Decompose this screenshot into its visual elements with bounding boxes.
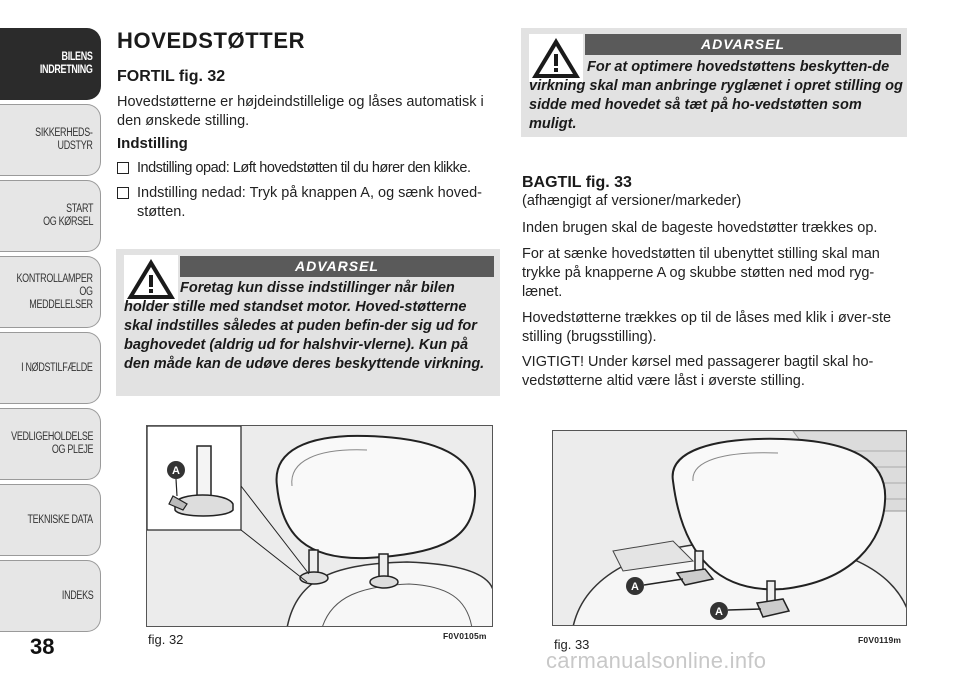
rear-paragraph-1: Inden brugen skal de bageste hovedstøtter trækkes op. bbox=[522, 220, 878, 236]
tab-vedligeholdelse[interactable] bbox=[0, 408, 101, 480]
tab-kontrollamper[interactable] bbox=[0, 256, 101, 328]
watermark: carmanualsonline.info bbox=[546, 648, 767, 673]
tab-label: VEDLIGEHOLDELSE OG PLEJE bbox=[10, 431, 93, 456]
warning-label: ADVARSEL bbox=[180, 256, 494, 277]
tab-label: SIKKERHEDS- UDSTYR bbox=[35, 127, 93, 152]
rear-paragraph-3: Hovedstøtterne trækkes op til de låses med klik i øver-ste stilling (brugsstilling). bbox=[522, 310, 892, 345]
figure-33 bbox=[552, 430, 907, 626]
warning-text: For at optimere hovedstøttens beskytten-de virkning skal man anbringe ryglænet i opret stilling og sidde med hovedet så tæt på ho-vedstøtten som muligt. bbox=[529, 59, 903, 132]
bullet-text: Indstilling opad: Løft hovedstøtten til du hører den klikke. bbox=[137, 160, 471, 176]
tab-tekniske-data[interactable] bbox=[0, 484, 101, 556]
figure-32 bbox=[146, 425, 493, 627]
marker-a-label: A bbox=[631, 581, 639, 593]
headrest-front-illustration bbox=[147, 426, 493, 627]
checkbox-bullet-icon bbox=[117, 162, 129, 174]
figure-32-code: F0V0105m bbox=[443, 631, 487, 641]
tab-label: KONTROLLAMPER OG MEDDELELSER bbox=[16, 272, 93, 311]
figure-33-code: F0V0119m bbox=[858, 635, 902, 645]
tab-start-og-korsel[interactable] bbox=[0, 180, 101, 252]
bullet-item-up bbox=[117, 159, 501, 178]
rear-title: BAGTIL fig. 33 bbox=[522, 174, 632, 191]
tab-label: I NØDSTILFÆLDE bbox=[21, 361, 93, 374]
headrest-rear-illustration bbox=[553, 431, 907, 626]
tab-sikkerhedsudstyr[interactable] bbox=[0, 104, 101, 176]
page-number: 38 bbox=[30, 634, 55, 659]
figure-33-caption: fig. 33 bbox=[554, 637, 590, 652]
tab-label: BILENS INDRETNING bbox=[40, 51, 93, 76]
warning-text: Foretag kun disse indstillinger når bilen holder stille med standset motor. Hoved-støtterne skal indstilles således at puden befin-der sig ud for baghovedet (aldrig ud for halshvir-vlerne). Kun på den måde kan de udøve deres beskyttende virkning. bbox=[124, 280, 485, 372]
bullet-item-down bbox=[117, 184, 501, 222]
warning-label: ADVARSEL bbox=[585, 34, 901, 55]
tab-label: INDEKS bbox=[61, 589, 93, 602]
rear-paragraph-2: For at sænke hovedstøtten til ubenyttet stilling skal man trykke på knapperne A og skubbe støtten ned mod ryg-lænet. bbox=[522, 246, 880, 300]
marker-a-label: A bbox=[715, 606, 723, 618]
adjust-title: Indstilling bbox=[117, 135, 188, 152]
tab-nodstilfaelde[interactable] bbox=[0, 332, 101, 404]
warning-box-right bbox=[521, 28, 907, 137]
marker-a-label: A bbox=[172, 465, 180, 477]
tab-indeks[interactable] bbox=[0, 560, 101, 632]
page-title: HOVEDSTØTTER bbox=[117, 28, 306, 53]
bullet-text: Indstilling nedad: Tryk på knappen A, og sænk hoved-støtten. bbox=[137, 185, 482, 220]
checkbox-bullet-icon bbox=[117, 187, 129, 199]
front-title: FORTIL fig. 32 bbox=[117, 68, 226, 85]
figure-32-caption: fig. 32 bbox=[148, 632, 184, 647]
rear-subtitle: (afhængigt af versioner/markeder) bbox=[522, 193, 742, 209]
warning-box-left bbox=[116, 249, 500, 396]
tab-label: TEKNISKE DATA bbox=[27, 513, 93, 526]
front-text: Hovedstøtterne er højdeindstillelige og låses automatisk i den ønskede stilling. bbox=[117, 94, 484, 129]
tab-label: START OG KØRSEL bbox=[42, 203, 93, 228]
rear-paragraph-4: VIGTIGT! Under kørsel med passagerer bagtil skal ho-vedstøtterne altid være låst i øverste stilling. bbox=[522, 354, 874, 389]
tab-bilens-indretning[interactable] bbox=[0, 28, 101, 100]
